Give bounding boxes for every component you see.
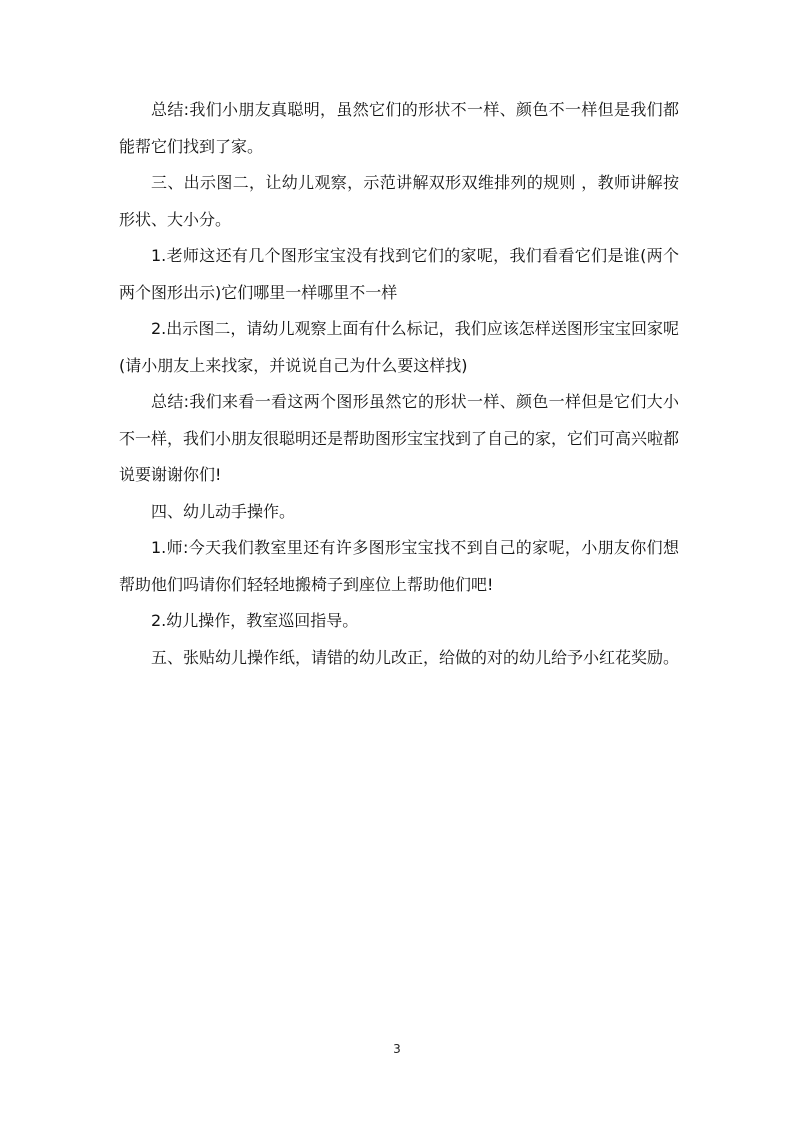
document-body (119, 92, 679, 676)
paragraph-step-2: 2.出示图二，请幼儿观察上面有什么标记，我们应该怎样送图形宝宝回家呢(请小朋友上来找家，并说说自己为什么要这样找) (119, 319, 679, 375)
page-number: 3 (393, 1042, 401, 1056)
paragraph-summary-1: 总结:我们小朋友真聪明，虽然它们的形状不一样、颜色不一样但是我们都能帮它们找到了家。 (119, 100, 679, 156)
paragraph-section-five: 五、张贴幼儿操作纸，请错的幼儿改正，给做的对的幼儿给予小红花奖励。 (151, 647, 680, 667)
paragraph-section-three: 三、出示图二，让幼儿观察，示范讲解双形双维排列的规则 ，教师讲解按形状、大小分。 (119, 173, 679, 229)
paragraph-operation-step-2: 2.幼儿操作，教室巡回指导。 (151, 611, 359, 630)
paragraph-teacher-step-1: 1.师:今天我们教室里还有许多图形宝宝找不到自己的家呢，小朋友你们想帮助他们吗请你们轻轻地搬椅子到座位上帮助他们吧! (119, 538, 679, 594)
paragraph-section-four: 四、幼儿动手操作。 (151, 501, 296, 521)
paragraph-summary-2: 总结:我们来看一看这两个图形虽然它的形状一样、颜色一样但是它们大小不一样，我们小朋友很聪明还是帮助图形宝宝找到了自己的家，它们可高兴啦都说要谢谢你们! (119, 392, 680, 484)
paragraph-step-1: 1.老师这还有几个图形宝宝没有找到它们的家呢，我们看看它们是谁(两个两个图形出示)它们哪里一样哪里不一样 (119, 246, 679, 302)
